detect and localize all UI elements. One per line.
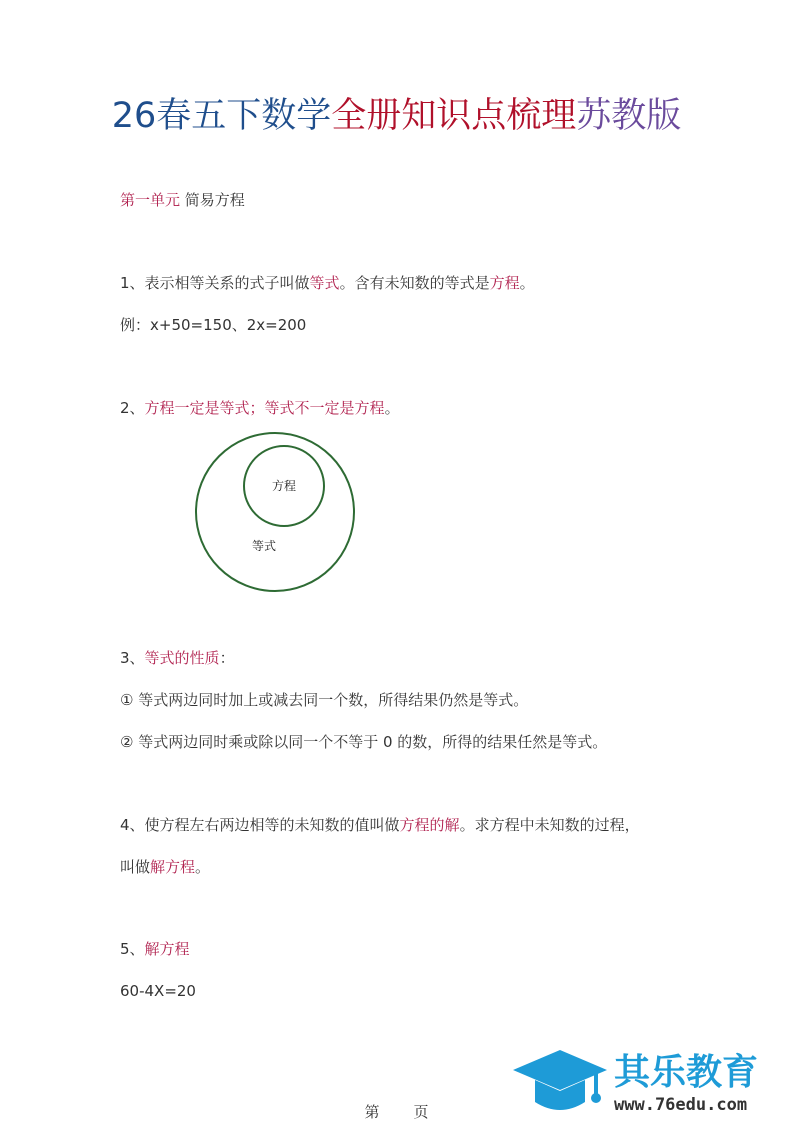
term-equality: 等式	[309, 274, 340, 292]
point-1-example: 例：x+50=150、2x=200	[120, 316, 307, 334]
point-4-line-2-text: 叫做	[120, 858, 151, 876]
outer-circle-equality	[196, 433, 354, 591]
logo-name: 其乐教育	[614, 1052, 759, 1093]
point-1-text: 1、表示相等关系的式子叫做	[120, 274, 310, 292]
title-part-3: 苏教版	[576, 96, 682, 136]
document-title	[0, 92, 793, 140]
point-1	[120, 272, 535, 294]
point-3-number: 3、	[120, 649, 145, 667]
unit-label: 第一单元	[120, 191, 181, 209]
point-5-equation: 60-4X=20	[120, 982, 196, 1000]
footer-right: 页	[413, 1103, 429, 1121]
title-part-2: 全册知识点梳理	[331, 96, 577, 136]
inner-circle-label: 方程	[271, 479, 297, 493]
term-equation: 方程	[489, 274, 520, 292]
point-3-item-2: ② 等式两边同时乘或除以同一个不等于 0 的数，所得的结果任然是等式。	[120, 733, 608, 751]
point-4-text: 4、使方程左右两边相等的未知数的值叫做	[120, 816, 400, 834]
point-5-highlight: 解方程	[144, 940, 190, 958]
point-5	[120, 938, 190, 960]
logo-url: www.76edu.com	[614, 1095, 748, 1115]
point-3-highlight: 等式的性质	[144, 649, 220, 667]
term-solution: 方程的解	[399, 816, 460, 834]
graduation-cap-icon	[513, 1050, 607, 1110]
unit-name: 简易方程	[180, 191, 245, 209]
point-2	[120, 397, 400, 419]
point-2-number: 2、	[120, 399, 145, 417]
footer-left: 第	[364, 1103, 380, 1121]
title-part-1: 26春五下数学	[111, 96, 332, 136]
unit-heading	[120, 189, 245, 211]
point-4	[120, 814, 640, 836]
point-3-end: ：	[219, 649, 235, 667]
point-4-line-2	[120, 856, 210, 878]
point-4-line-2-end: 。	[195, 858, 211, 876]
point-2-highlight: 方程一定是等式；等式不一定是方程	[144, 399, 385, 417]
point-3-item-1: ① 等式两边同时加上或减去同一个数，所得结果仍然是等式。	[120, 691, 529, 709]
point-3	[120, 647, 235, 669]
venn-diagram	[192, 430, 422, 596]
point-1-text-mid: 。含有未知数的等式是	[339, 274, 490, 292]
term-solving-equation: 解方程	[150, 858, 196, 876]
point-5-number: 5、	[120, 940, 145, 958]
point-1-text-end: 。	[519, 274, 535, 292]
point-2-end: 。	[384, 399, 400, 417]
point-4-text-end: 。求方程中未知数的过程，	[459, 816, 640, 834]
page-footer	[0, 1102, 793, 1122]
outer-circle-label: 等式	[251, 539, 277, 553]
